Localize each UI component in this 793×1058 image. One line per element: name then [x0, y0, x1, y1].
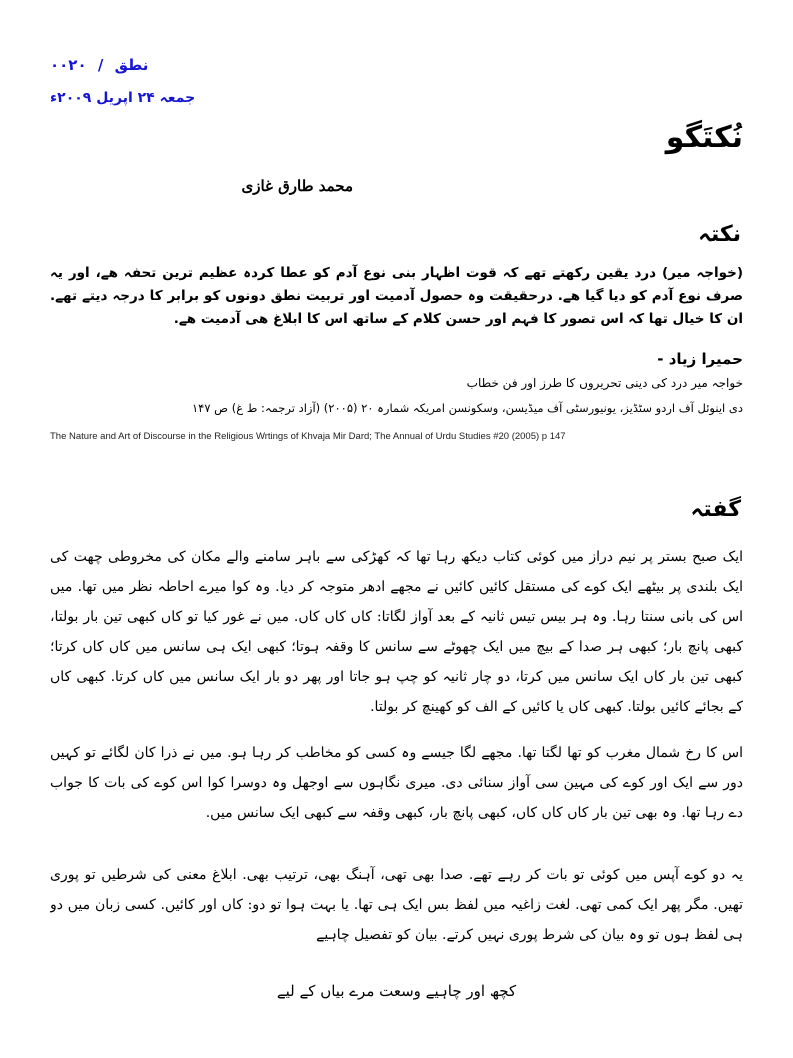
- issue-separator: /: [97, 56, 104, 74]
- source-title: خواجہ میر درد کی دینی تحریروں کا طرز اور فن خطاب: [466, 376, 743, 390]
- quote-signature: [651, 350, 743, 368]
- section-name: نطق: [114, 56, 149, 74]
- gufta-paragraph-2: اس کا رخ شمال مغرب کو تھا لگتا تھا. مجھے لگا جیسے وہ کسی کو مخاطب کر رہا ہو. میں نے ذرا کان لگائے تو کہیں دور سے ایک اور کوے کی مہین سی آواز سنائی دی. میری نگاہوں سے اوجھل وہ دوسرا کوا اس کوے کی بات کا جواب دے رہا تھا. وہ بھی تین بار کاں کاں کاں، کبھی پانچ بار، کبھی وقفہ سے کبھی ایک سانس میں.: [50, 745, 743, 821]
- author-name: محمد طارق غازی: [241, 177, 353, 195]
- issue-header: [50, 56, 148, 74]
- heading-gufta: گفتہ: [690, 497, 741, 522]
- signature-name: حمیرا زیاد: [668, 350, 743, 368]
- issue-date: جمعہ ۲۴ اپریل ۲۰۰۹ء: [50, 90, 196, 106]
- gufta-paragraph-1: ایک صبح بستر پر نیم دراز میں کوئی کتاب دیکھ رہا تھا کہ کھڑکی سے باہر سامنے والے مکان کی مخروطی چھت کی ایک بلندی پر بیٹھے ایک کوے کی مستقل کائیں کائیں نے مجھے ادھر متوجہ کر دیا. وہ کوا میرے احاطہ نظر میں تھا. میں اس کی بانی سنتا رہا. وہ ہر بیس تیس ثانیہ کے بعد آواز لگاتا: کاں کاں کاں. میں نے غور کیا تو کاں کبھی تین بار بولتا، کبھی پانچ بار؛ کبھی ہر صدا کے بیچ میں ایک چھوٹے سے سانس کا وقفہ ہوتا؛ کبھی ایک ہی سانس میں کاں کاں کرتا؛ کبھی تین بار کاں ایک سانس میں کرتا، دو چار ثانیہ کو چپ ہو جاتا اور پھر دو بار ایک سانس میں کاں کرتا. کبھی کاں کے بجائے کائیں بولتا. کبھی کاں یا کائیں کے الف کو کھینچ کر بولتا.: [50, 549, 743, 715]
- gufta-paragraph-3: یہ دو کوے آپس میں کوئی تو بات کر رہے تھے. صدا بھی تھی، آہنگ بھی، ترتیب بھی. ابلاغ معنی کی شرطیں تو پوری تھیں. مگر پھر ایک کمی تھی. لغت زاغیہ میں لفظ بس ایک ہی تھا. یا بہت ہوا تو دو: کاں اور کائیں. کسی زبان میں دو ہی لفظ ہوں تو وہ بیان کی شرط پوری نہیں کرتے. بیان کو تفصیل چاہیے: [50, 867, 743, 943]
- source-english: The Nature and Art of Discourse in the Religious Wrtings of Khvaja Mir Dard; The Annual of Urdu Studies #20 (2005) p 147: [50, 431, 566, 442]
- signature-dash: -: [657, 350, 664, 368]
- source-journal: دی اینوئل آف اردو سٹڈیز، یونیورسٹی آف میڈیسن، وسکونسن امریکہ شمارہ ۲۰ (۲۰۰۵) (آزاد ترجمہ: ط غ) ص ۱۴۷: [191, 401, 743, 415]
- heading-nukta: نکتہ: [698, 222, 741, 247]
- issue-number: ۰۰۲۰: [50, 56, 87, 74]
- nukta-quote: (خواجہ میر) درد یقین رکھتے تھے کہ قوت اظہار بنی نوع آدم کو عطا کردہ عظیم ترین تحفہ ھے، اور یہ صرف نوع آدم کو دیا گیا ھے. درحقیقت وہ حصول آدمیت اور تربیت نطق دونوں کو برابر کا درجہ دیتے تھے. ان کا خیال تھا کہ اس تصور کا فہم اور حسن کلام کے ساتھ اس کا ابلاغ ھی آدمیت ھے.: [50, 265, 743, 327]
- closing-verse: کچھ اور چاہیے وسعت مرے بیاں کے لیے: [276, 982, 517, 1000]
- page-title: نُکتَگو: [665, 120, 743, 155]
